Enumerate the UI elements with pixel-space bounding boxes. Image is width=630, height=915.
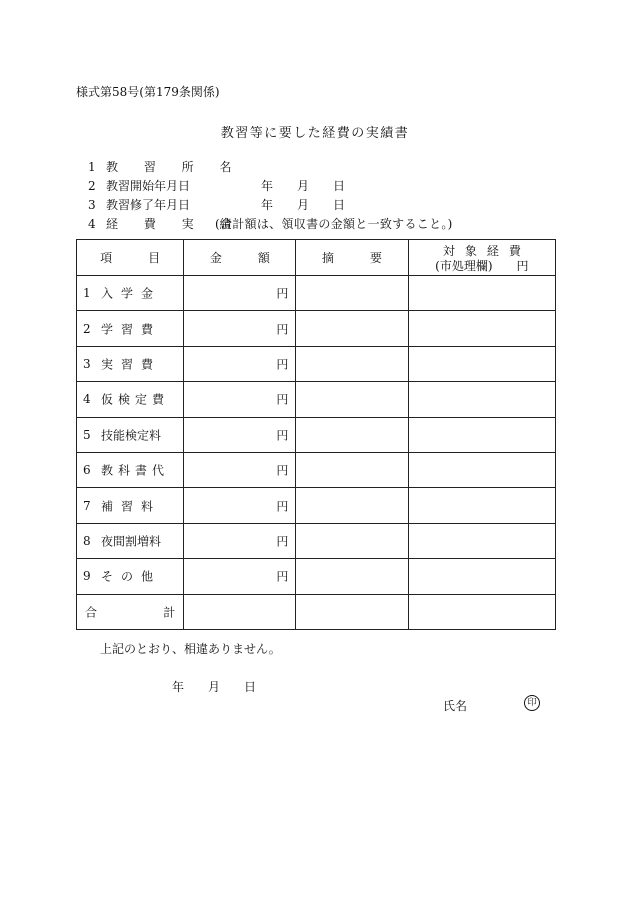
summary-cell[interactable] <box>296 382 408 417</box>
amount-cell[interactable] <box>184 311 296 346</box>
target-cell[interactable] <box>408 523 555 558</box>
table-row <box>77 346 556 381</box>
item-num: 2 <box>83 321 91 336</box>
item-label: 入学金 <box>101 286 162 301</box>
end-month-label: 月 <box>297 198 310 212</box>
info-label-school-name: 教 習 所 名 <box>106 160 243 174</box>
item-num: 8 <box>83 533 91 548</box>
name-label: 氏名 <box>443 699 468 713</box>
table-row <box>77 417 556 452</box>
header-amount: 金 額 <box>184 240 296 276</box>
summary-cell[interactable] <box>296 346 408 381</box>
header-summary: 摘 要 <box>296 240 408 276</box>
info-num: 4 <box>88 217 96 231</box>
target-cell[interactable] <box>408 559 555 594</box>
table-row <box>77 559 556 594</box>
certification-statement: 上記のとおり、相違ありません。 <box>100 642 281 656</box>
item-label: 学習費 <box>101 322 162 337</box>
yen-unit: 円 <box>276 534 289 549</box>
item-label: 実習費 <box>101 357 162 372</box>
table-row <box>77 382 556 417</box>
item-cell <box>77 559 184 594</box>
seal-mark: 印 <box>524 695 540 711</box>
table-row <box>77 488 556 523</box>
amount-cell[interactable] <box>184 488 296 523</box>
target-cell[interactable] <box>408 452 555 487</box>
info-label-expense-record: 経 費 実 績 <box>106 217 243 231</box>
form-number: 様式第58号(第179条関係) <box>76 85 220 99</box>
summary-cell[interactable] <box>296 559 408 594</box>
yen-unit: 円 <box>276 499 289 514</box>
item-cell <box>77 311 184 346</box>
yen-unit: 円 <box>276 569 289 584</box>
total-target-cell[interactable] <box>408 594 555 629</box>
summary-cell[interactable] <box>296 523 408 558</box>
info-label-end-date: 教習修了年月日 <box>106 198 191 212</box>
table-row <box>77 523 556 558</box>
signature-day-label: 日 <box>244 680 257 694</box>
start-month-label: 月 <box>297 179 310 193</box>
target-cell[interactable] <box>408 382 555 417</box>
table-header-row <box>77 240 556 276</box>
table-row <box>77 276 556 311</box>
total-label-right: 計 <box>163 605 176 620</box>
item-num: 7 <box>83 498 91 513</box>
target-cell[interactable] <box>408 346 555 381</box>
item-label: 教科書代 <box>101 463 170 478</box>
item-num: 6 <box>83 463 91 478</box>
summary-cell[interactable] <box>296 311 408 346</box>
item-num: 1 <box>83 286 91 301</box>
info-note-total: (合計額は、領収書の金額と一致すること。) <box>215 217 453 231</box>
header-target-expense-sub: (市処理欄) 円 <box>435 258 529 273</box>
info-row-expense-record <box>88 215 558 233</box>
info-row-start-date <box>88 177 388 195</box>
amount-cell[interactable] <box>184 276 296 311</box>
yen-unit: 円 <box>276 357 289 372</box>
info-num: 2 <box>88 179 96 193</box>
info-row-end-date <box>88 196 388 214</box>
summary-cell[interactable] <box>296 488 408 523</box>
amount-cell[interactable] <box>184 382 296 417</box>
amount-cell[interactable] <box>184 417 296 452</box>
item-cell <box>77 417 184 452</box>
table-row <box>77 452 556 487</box>
document-title: 教習等に要した経費の実績書 <box>220 126 410 141</box>
total-label-left: 合 <box>85 605 98 620</box>
item-num: 3 <box>83 356 91 371</box>
summary-cell[interactable] <box>296 417 408 452</box>
item-label: 夜間割増料 <box>101 534 162 549</box>
info-num: 3 <box>88 198 96 212</box>
info-label-start-date: 教習開始年月日 <box>106 179 191 193</box>
signature-month-label: 月 <box>208 680 221 694</box>
amount-cell[interactable] <box>184 559 296 594</box>
total-label-cell <box>77 594 184 629</box>
target-cell[interactable] <box>408 417 555 452</box>
total-summary-cell[interactable] <box>296 594 408 629</box>
target-cell[interactable] <box>408 276 555 311</box>
total-row <box>77 594 556 629</box>
header-target-expense <box>408 240 555 276</box>
yen-unit: 円 <box>276 286 289 301</box>
signature-date <box>172 678 272 694</box>
item-label: 技能検定料 <box>101 428 162 443</box>
signature-year-label: 年 <box>172 680 185 694</box>
item-cell <box>77 382 184 417</box>
item-num: 4 <box>83 392 91 407</box>
end-year-label: 年 <box>261 198 274 212</box>
item-label: 補習料 <box>101 499 162 514</box>
summary-cell[interactable] <box>296 276 408 311</box>
info-num: 1 <box>88 160 96 174</box>
summary-cell[interactable] <box>296 452 408 487</box>
expense-table <box>76 239 556 630</box>
total-amount-cell[interactable] <box>184 594 296 629</box>
table-row <box>77 311 556 346</box>
item-cell <box>77 488 184 523</box>
start-day-label: 日 <box>333 179 346 193</box>
target-cell[interactable] <box>408 311 555 346</box>
item-label: 仮検定費 <box>101 392 170 407</box>
yen-unit: 円 <box>276 428 289 443</box>
amount-cell[interactable] <box>184 452 296 487</box>
header-target-expense-title: 対象経費 <box>442 243 531 258</box>
yen-unit: 円 <box>276 392 289 407</box>
start-year-label: 年 <box>261 179 274 193</box>
item-label: その他 <box>101 569 162 584</box>
end-day-label: 日 <box>333 198 346 212</box>
item-cell <box>77 346 184 381</box>
yen-unit: 円 <box>276 463 289 478</box>
header-item: 項 目 <box>77 240 184 276</box>
item-cell <box>77 276 184 311</box>
item-num: 5 <box>83 427 91 442</box>
item-num: 9 <box>83 569 91 584</box>
item-cell <box>77 452 184 487</box>
item-cell <box>77 523 184 558</box>
amount-cell[interactable] <box>184 523 296 558</box>
amount-cell[interactable] <box>184 346 296 381</box>
info-row-school <box>88 158 388 176</box>
target-cell[interactable] <box>408 488 555 523</box>
yen-unit: 円 <box>276 322 289 337</box>
